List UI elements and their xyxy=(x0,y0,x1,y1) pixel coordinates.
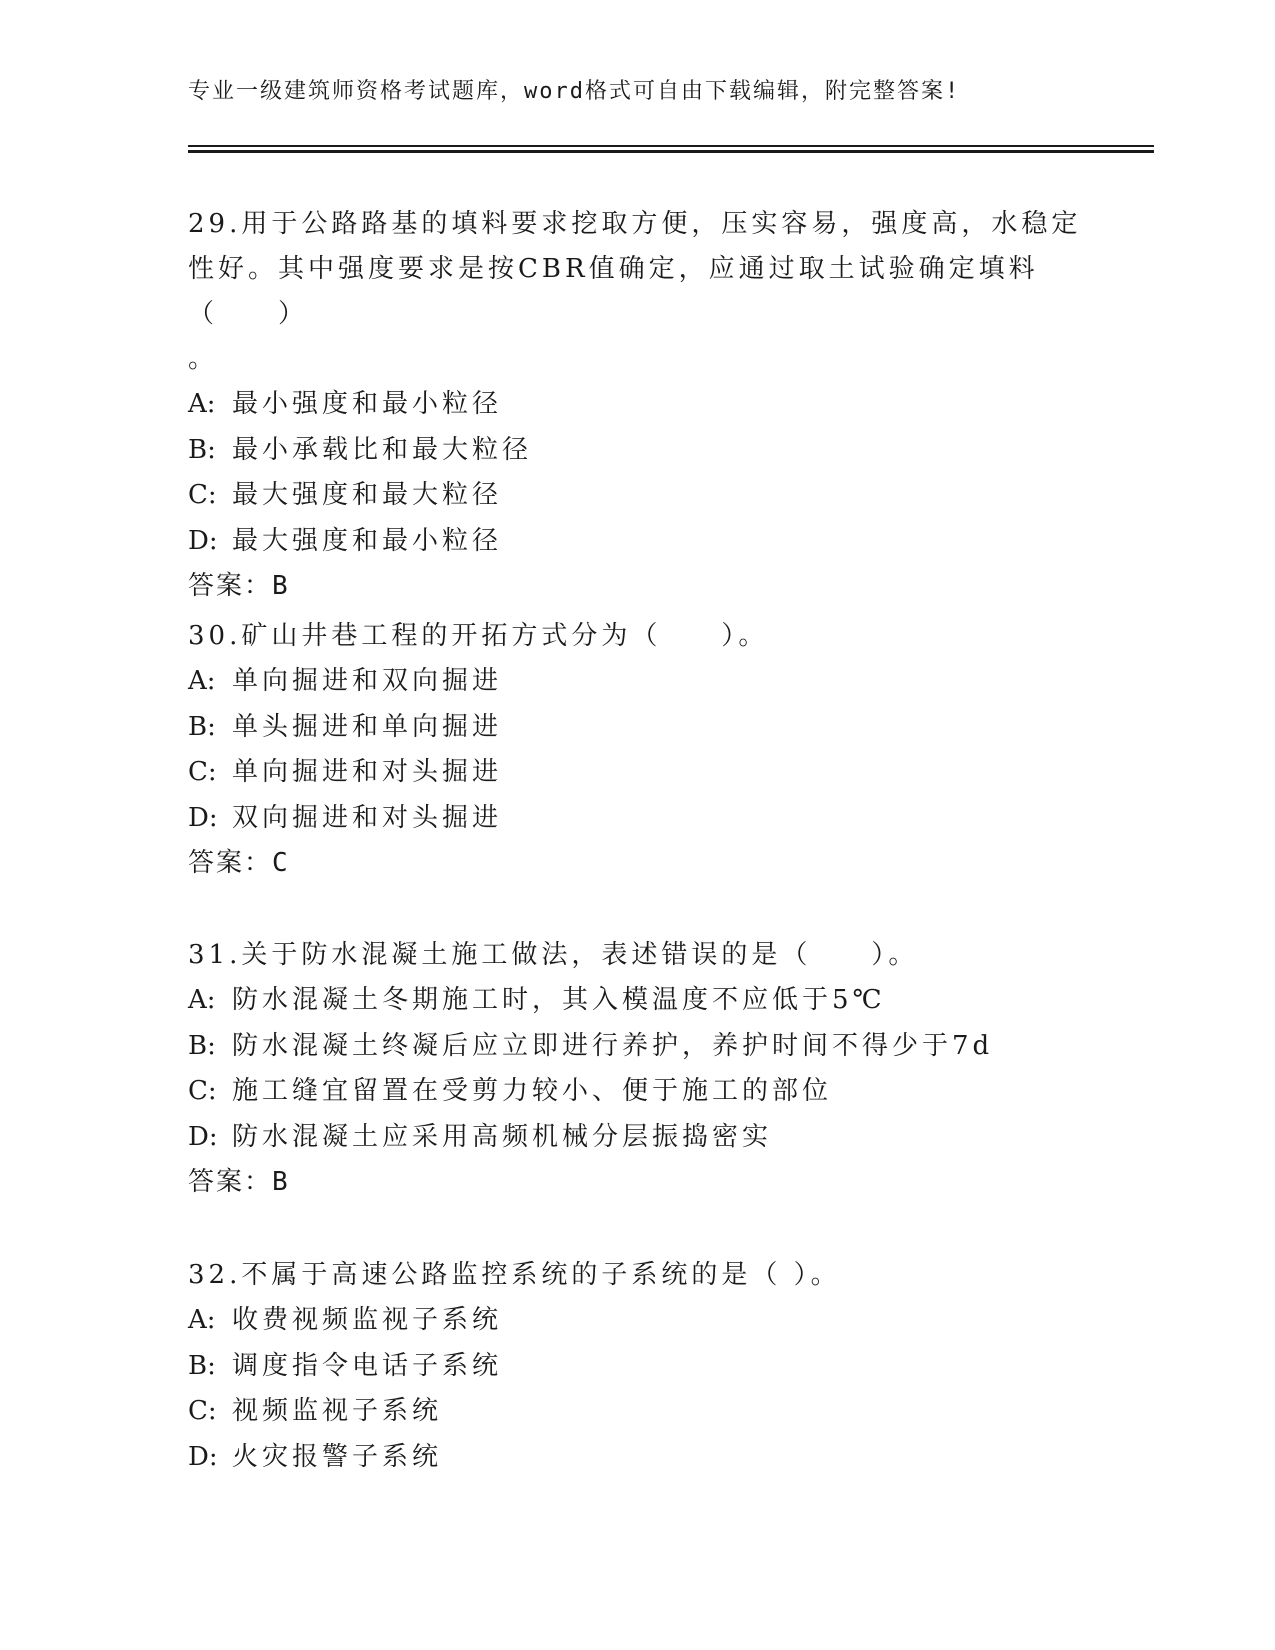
option-d xyxy=(188,1435,1088,1481)
option-text: 单向掘进和双向掘进 xyxy=(232,666,503,696)
option-text: 单头掘进和单向掘进 xyxy=(232,711,503,742)
question-32 xyxy=(188,1253,1088,1480)
option-letter: A: xyxy=(188,666,216,696)
option-letter: D: xyxy=(188,802,218,833)
page-header: 专业一级建筑师资格考试题库，word格式可自由下载编辑，附完整答案! xyxy=(188,79,961,104)
question-stem-tail: 。 xyxy=(188,344,219,374)
option-text: 最大强度和最小粒径 xyxy=(232,525,503,556)
answer-value: B xyxy=(272,1167,290,1197)
option-letter: A: xyxy=(188,1305,216,1335)
option-c xyxy=(188,1069,1088,1115)
option-text: 防水混凝土冬期施工时，其入模温度不应低于5℃ xyxy=(232,985,886,1015)
answer-line xyxy=(188,841,1088,886)
answer-label: 答案： xyxy=(188,1167,273,1197)
option-a xyxy=(188,382,1088,428)
option-text: 收费视频监视子系统 xyxy=(232,1305,503,1335)
answer-label: 答案： xyxy=(188,848,273,878)
option-d xyxy=(188,796,1088,842)
option-text: 单向掘进和对头掘进 xyxy=(232,757,503,787)
option-b xyxy=(188,705,1088,751)
answer-line xyxy=(188,564,1088,609)
answer-value: C xyxy=(272,848,290,878)
question-stem: 32.不属于高速公路监控系统的子系统的是（ ）。 xyxy=(188,1260,841,1290)
option-text: 视频监视子系统 xyxy=(232,1396,443,1426)
option-letter: B: xyxy=(188,434,216,465)
option-text: 最小承载比和最大粒径 xyxy=(232,434,533,465)
option-letter: D: xyxy=(188,525,218,556)
option-c xyxy=(188,750,1088,796)
question-30 xyxy=(188,614,1088,886)
option-text: 施工缝宜留置在受剪力较小、便于施工的部位 xyxy=(232,1076,833,1106)
option-text: 防水混凝土终凝后应立即进行养护，养护时间不得少于7d xyxy=(232,1030,994,1061)
option-text: 调度指令电话子系统 xyxy=(232,1350,503,1381)
question-stem: 30.矿山井巷工程的开拓方式分为（ ）。 xyxy=(188,621,769,651)
answer-line xyxy=(188,1160,1088,1205)
option-d xyxy=(188,1115,1088,1161)
option-letter: D: xyxy=(188,1121,218,1152)
option-letter: C: xyxy=(188,480,217,510)
option-text: 火灾报警子系统 xyxy=(232,1441,443,1472)
option-c xyxy=(188,473,1088,519)
question-31 xyxy=(188,933,1088,1205)
answer-label: 答案： xyxy=(188,571,273,601)
option-a xyxy=(188,659,1088,705)
option-letter: C: xyxy=(188,1396,217,1426)
option-letter: C: xyxy=(188,1076,217,1106)
option-a xyxy=(188,1298,1088,1344)
option-text: 最大强度和最大粒径 xyxy=(232,480,503,510)
option-letter: D: xyxy=(188,1441,218,1472)
option-letter: C: xyxy=(188,757,217,787)
option-b xyxy=(188,1344,1088,1390)
option-text: 双向掘进和对头掘进 xyxy=(232,802,503,833)
option-text: 防水混凝土应采用高频机械分层振捣密实 xyxy=(232,1121,773,1152)
header-rule-thin xyxy=(188,145,1154,147)
option-c xyxy=(188,1389,1088,1435)
option-b xyxy=(188,1024,1088,1070)
option-letter: A: xyxy=(188,389,216,419)
option-letter: B: xyxy=(188,1030,216,1061)
question-29 xyxy=(188,202,1088,609)
option-letter: B: xyxy=(188,1350,216,1381)
option-a xyxy=(188,978,1088,1024)
answer-value: B xyxy=(272,571,290,601)
question-stem: 31.关于防水混凝土施工做法，表述错误的是（ ）。 xyxy=(188,940,919,970)
option-text: 最小强度和最小粒径 xyxy=(232,389,503,419)
option-d xyxy=(188,519,1088,565)
option-letter: A: xyxy=(188,985,216,1015)
option-b xyxy=(188,428,1088,474)
option-letter: B: xyxy=(188,711,216,742)
question-stem: 29.用于公路路基的填料要求挖取方便，压实容易，强度高，水稳定性好。其中强度要求是按CBR值确定，应通过取土试验确定填料（ ） xyxy=(188,209,1082,329)
header-rule-thick xyxy=(188,150,1154,153)
